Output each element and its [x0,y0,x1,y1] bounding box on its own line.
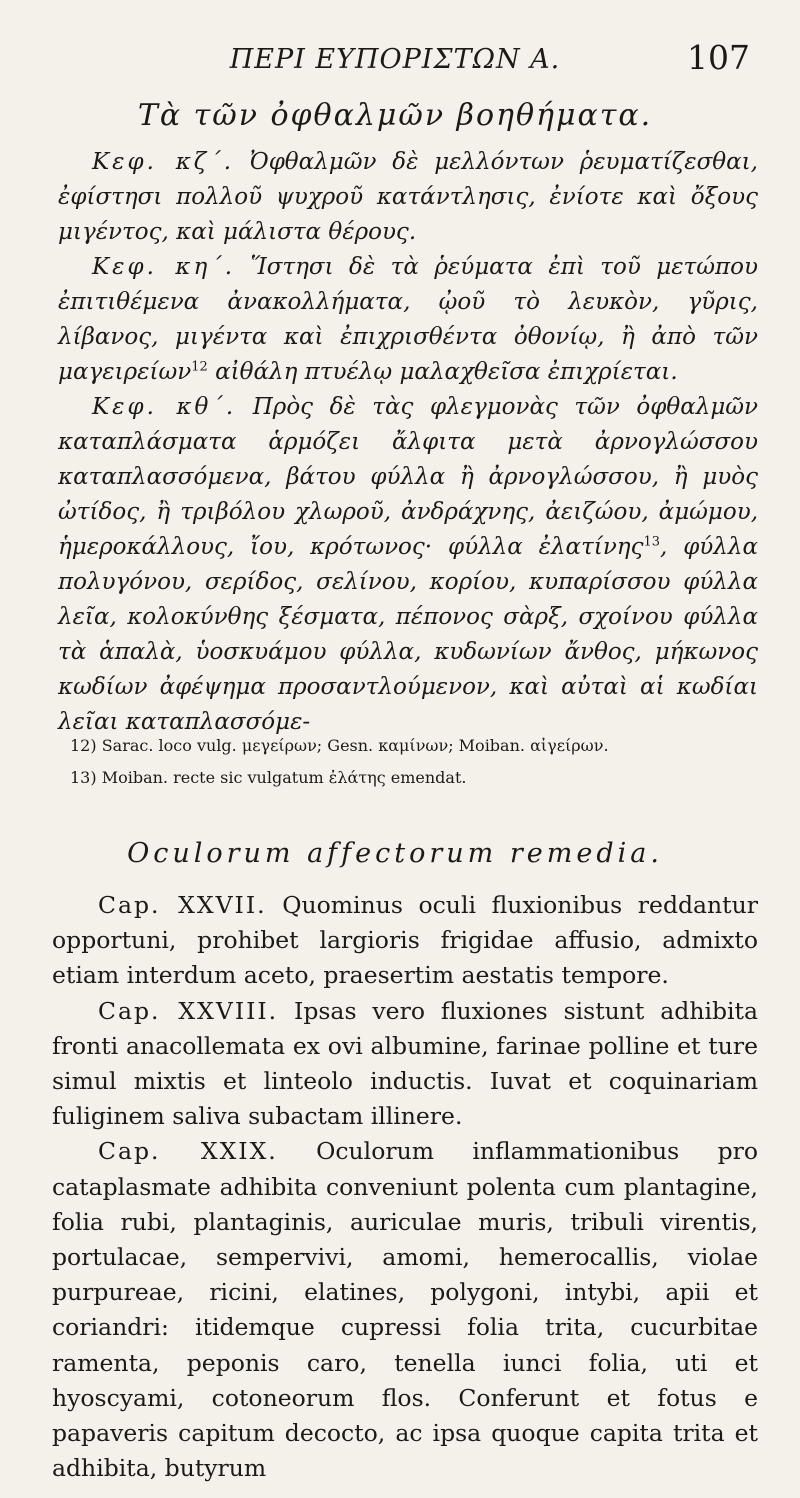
footnote-12: 12) Sarac. loco vulg. μεγείρων; Gesn. καμίνων; Moiban. αἰγείρων. [70,736,609,755]
greek-paragraph-text: αἰθάλη πτυέλῳ μαλαχθεῖσα ἐπιχρίεται. [207,359,678,385]
running-head-title: ΠΕΡΙ ΕΥΠΟΡΙΣΤΩΝ Α. [229,44,561,75]
greek-paragraph-29 [58,390,758,740]
greek-section-title: Τὰ τῶν ὀφθαλμῶν βοηθήματα. [137,98,653,133]
footnotes [70,730,750,794]
footnote-ref-12: 12 [191,359,208,375]
greek-chapter-label: Κεφ. κη΄. [92,254,236,280]
latin-paragraph-29 [52,1134,758,1486]
latin-chapter-label: Cap. XXVIII. [98,996,279,1025]
greek-paragraph-28 [58,250,758,390]
latin-paragraph-28 [52,994,758,1135]
latin-paragraph-text: Ipsas vero fluxiones sistunt adhibita fronti anacollemata ex ovi albumine, farinae polline et ture simul mixtis et linteolo inductis. Iuvat et coquinariam fuliginem saliva subactam illinere. [52,996,758,1131]
latin-paragraph-27 [52,888,758,994]
page-number: 107 [687,38,750,77]
latin-paragraph-text: Oculorum inflammationibus pro cataplasmate adhibita conveniunt polenta cum plantagine, folia rubi, plantaginis, auriculae muris, tribuli virentis, portulacae, sempervivi, amomi, hemerocallis, violae purpureae, ricini, elatines, polygoni, intybi, apii et coriandri: itidemque cupressi folia trita, cucurbitae ramenta, peponis caro, tenella iunci folia, uti et hyoscyami, cotoneorum flos. Conferunt et fotus e papaveris capitum decocto, ac ipsa quoque capita trita et adhibita, butyrum [52,1137,758,1483]
greek-paragraph-text: Ἵστησι δὲ τὰ ῥεύματα ἐπὶ τοῦ μετώπου ἐπιτιθέμενα ἀνακολλήματα, ᾠοῦ τὸ λευκὸν, γῦρις, λίβανος, μιγέντα καὶ ἐπιχρισθέντα ὀθονίῳ, ἢ ἀπὸ τῶν μαγειρείων [58,254,758,385]
greek-paragraph-27 [58,145,758,250]
greek-paragraph-text: , φύλλα πολυγόνου, σερίδος, σελίνου, κορίου, κυπαρίσσου φύλλα λεῖα, κολοκύνθης ξέσματα, πέπονος σὰρξ, σχοίνου φύλλα τὰ ἁπαλὰ, ὑοσκυάμου φύλλα, κυδωνίων ἄνθος, μήκωνος κωδίων ἀφέψημα προσαντλούμενον, καὶ αὐταὶ αἱ κωδίαι λεῖαι καταπλασσόμε- [58,534,758,735]
greek-chapter-label: Κεφ. κθ΄. [92,394,237,420]
greek-paragraph-text: Ὀφθαλμῶν δὲ μελλόντων ῥευματίζεσθαι, ἐφίστησι πολλοῦ ψυχροῦ κατάντλησις, ἐνίοτε καὶ ὄξους μιγέντος, καὶ μάλιστα θέρους. [58,149,758,245]
latin-section-title: Oculorum affectorum remedia. [127,838,663,869]
running-head [40,38,750,88]
latin-chapter-label: Cap. XXIX. [98,1137,278,1166]
latin-paragraph-text: Quominus oculi fluxionibus reddantur opportuni, prohibet largioris frigidae affusio, admixto etiam interdum aceto, praesertim aestatis tempore. [52,891,758,990]
greek-chapter-label: Κεφ. κζ΄. [92,149,235,175]
footnote-13: 13) Moiban. recte sic vulgatum ἐλάτης emendat. [70,768,467,787]
latin-text-block [52,888,758,1486]
greek-text-block [58,145,758,740]
greek-paragraph-text: Πρὸς δὲ τὰς φλεγμονὰς τῶν ὀφθαλμῶν καταπλάσματα ἁρμόζει ἄλφιτα μετὰ ἀρνογλώσσου καταπλασσόμενα, βάτου φύλλα ἢ ἀρνογλώσσου, ἢ μυὸς ὠτίδος, ἢ τριβόλου χλωροῦ, ἀνδράχνης, ἀειζώου, ἀμώμου, ἡμεροκάλλους, ἴου, κρότωνος· φύλλα ἐλατίνης [58,394,759,560]
latin-chapter-label: Cap. XXVII. [98,891,267,919]
footnote-ref-13: 13 [643,534,661,550]
